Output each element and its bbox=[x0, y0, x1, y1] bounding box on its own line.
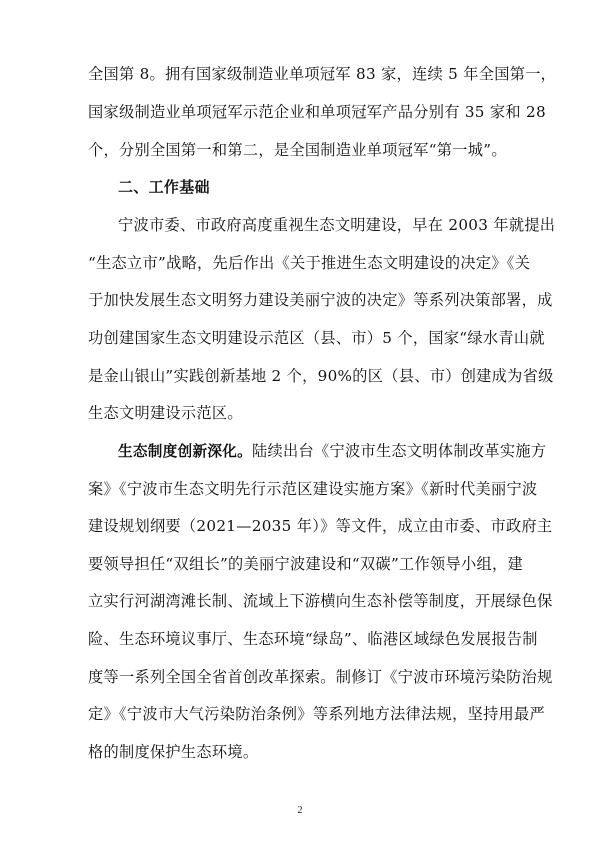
paragraph-2-line-2: “生态立市”战略，先后作出《关于推进生态文明建设的决定》《关 bbox=[88, 254, 531, 272]
paragraph-3-lead: 生态制度创新深化。 bbox=[118, 443, 253, 460]
page-number: 2 bbox=[297, 805, 303, 816]
paragraph-3-line-2: 案》《宁波市生态文明先行示范区建设实施方案》《新时代美丽宁波 bbox=[88, 480, 538, 498]
paragraph-3-line-9: 格的制度保护生态环境。 bbox=[88, 743, 259, 761]
paragraph-2-line-3: 于加快发展生态文明努力建设美丽宁波的决定》等系列决策部署，成 bbox=[88, 291, 553, 309]
paragraph-2-line-5: 是金山银山”实践创新基地 2 个，90%的区（县、市）创建成为省级 bbox=[88, 367, 554, 385]
paragraph-2-line-1: 宁波市委、市政府高度重视生态文明建设，早在 2003 年就提出 bbox=[118, 216, 556, 234]
paragraph-3-line-5: 立实行河湖湾滩长制、流域上下游横向生态补偿等制度，开展绿色保 bbox=[88, 592, 553, 610]
paragraph-1-line-2: 国家级制造业单项冠军示范企业和单项冠军产品分别有 35 家和 28 bbox=[88, 103, 546, 121]
section-heading: 二、工作基础 bbox=[118, 178, 210, 196]
paragraph-1-line-1: 全国第 8。拥有国家级制造业单项冠军 83 家，连续 5 年全国第一， bbox=[88, 65, 557, 83]
paragraph-2-line-4: 功创建国家生态文明建设示范区（县、市）5 个，国家“绿水青山就 bbox=[88, 329, 545, 347]
paragraph-1-line-3: 个，分别全国第一和第二，是全国制造业单项冠军“第一城”。 bbox=[88, 141, 507, 159]
paragraph-3-line-4: 要领导担任“双组长”的美丽宁波建设和“双碳”工作领导小组，建 bbox=[88, 555, 523, 573]
paragraph-2-line-6: 生态文明建设示范区。 bbox=[88, 404, 243, 422]
paragraph-3-line-7: 度等一系列全国全省首创改革探索。制修订《宁波市环境污染防治规 bbox=[88, 668, 553, 686]
paragraph-3-line-3: 建设规划纲要（2021—2035 年）》等文件，成立由市委、市政府主 bbox=[88, 517, 553, 535]
paragraph-3-first-rest: 陆续出台《宁波市生态文明体制改革实施方 bbox=[252, 442, 547, 460]
paragraph-3-line-8: 定》《宁波市大气污染防治条例》等系列地方法律法规，坚持用最严 bbox=[88, 705, 546, 723]
paragraph-3-line-6: 险、生态环境议事厅、生态环境“绿岛”、临港区域绿色发展报告制 bbox=[88, 630, 538, 648]
paragraph-3-line-1 bbox=[118, 441, 547, 462]
